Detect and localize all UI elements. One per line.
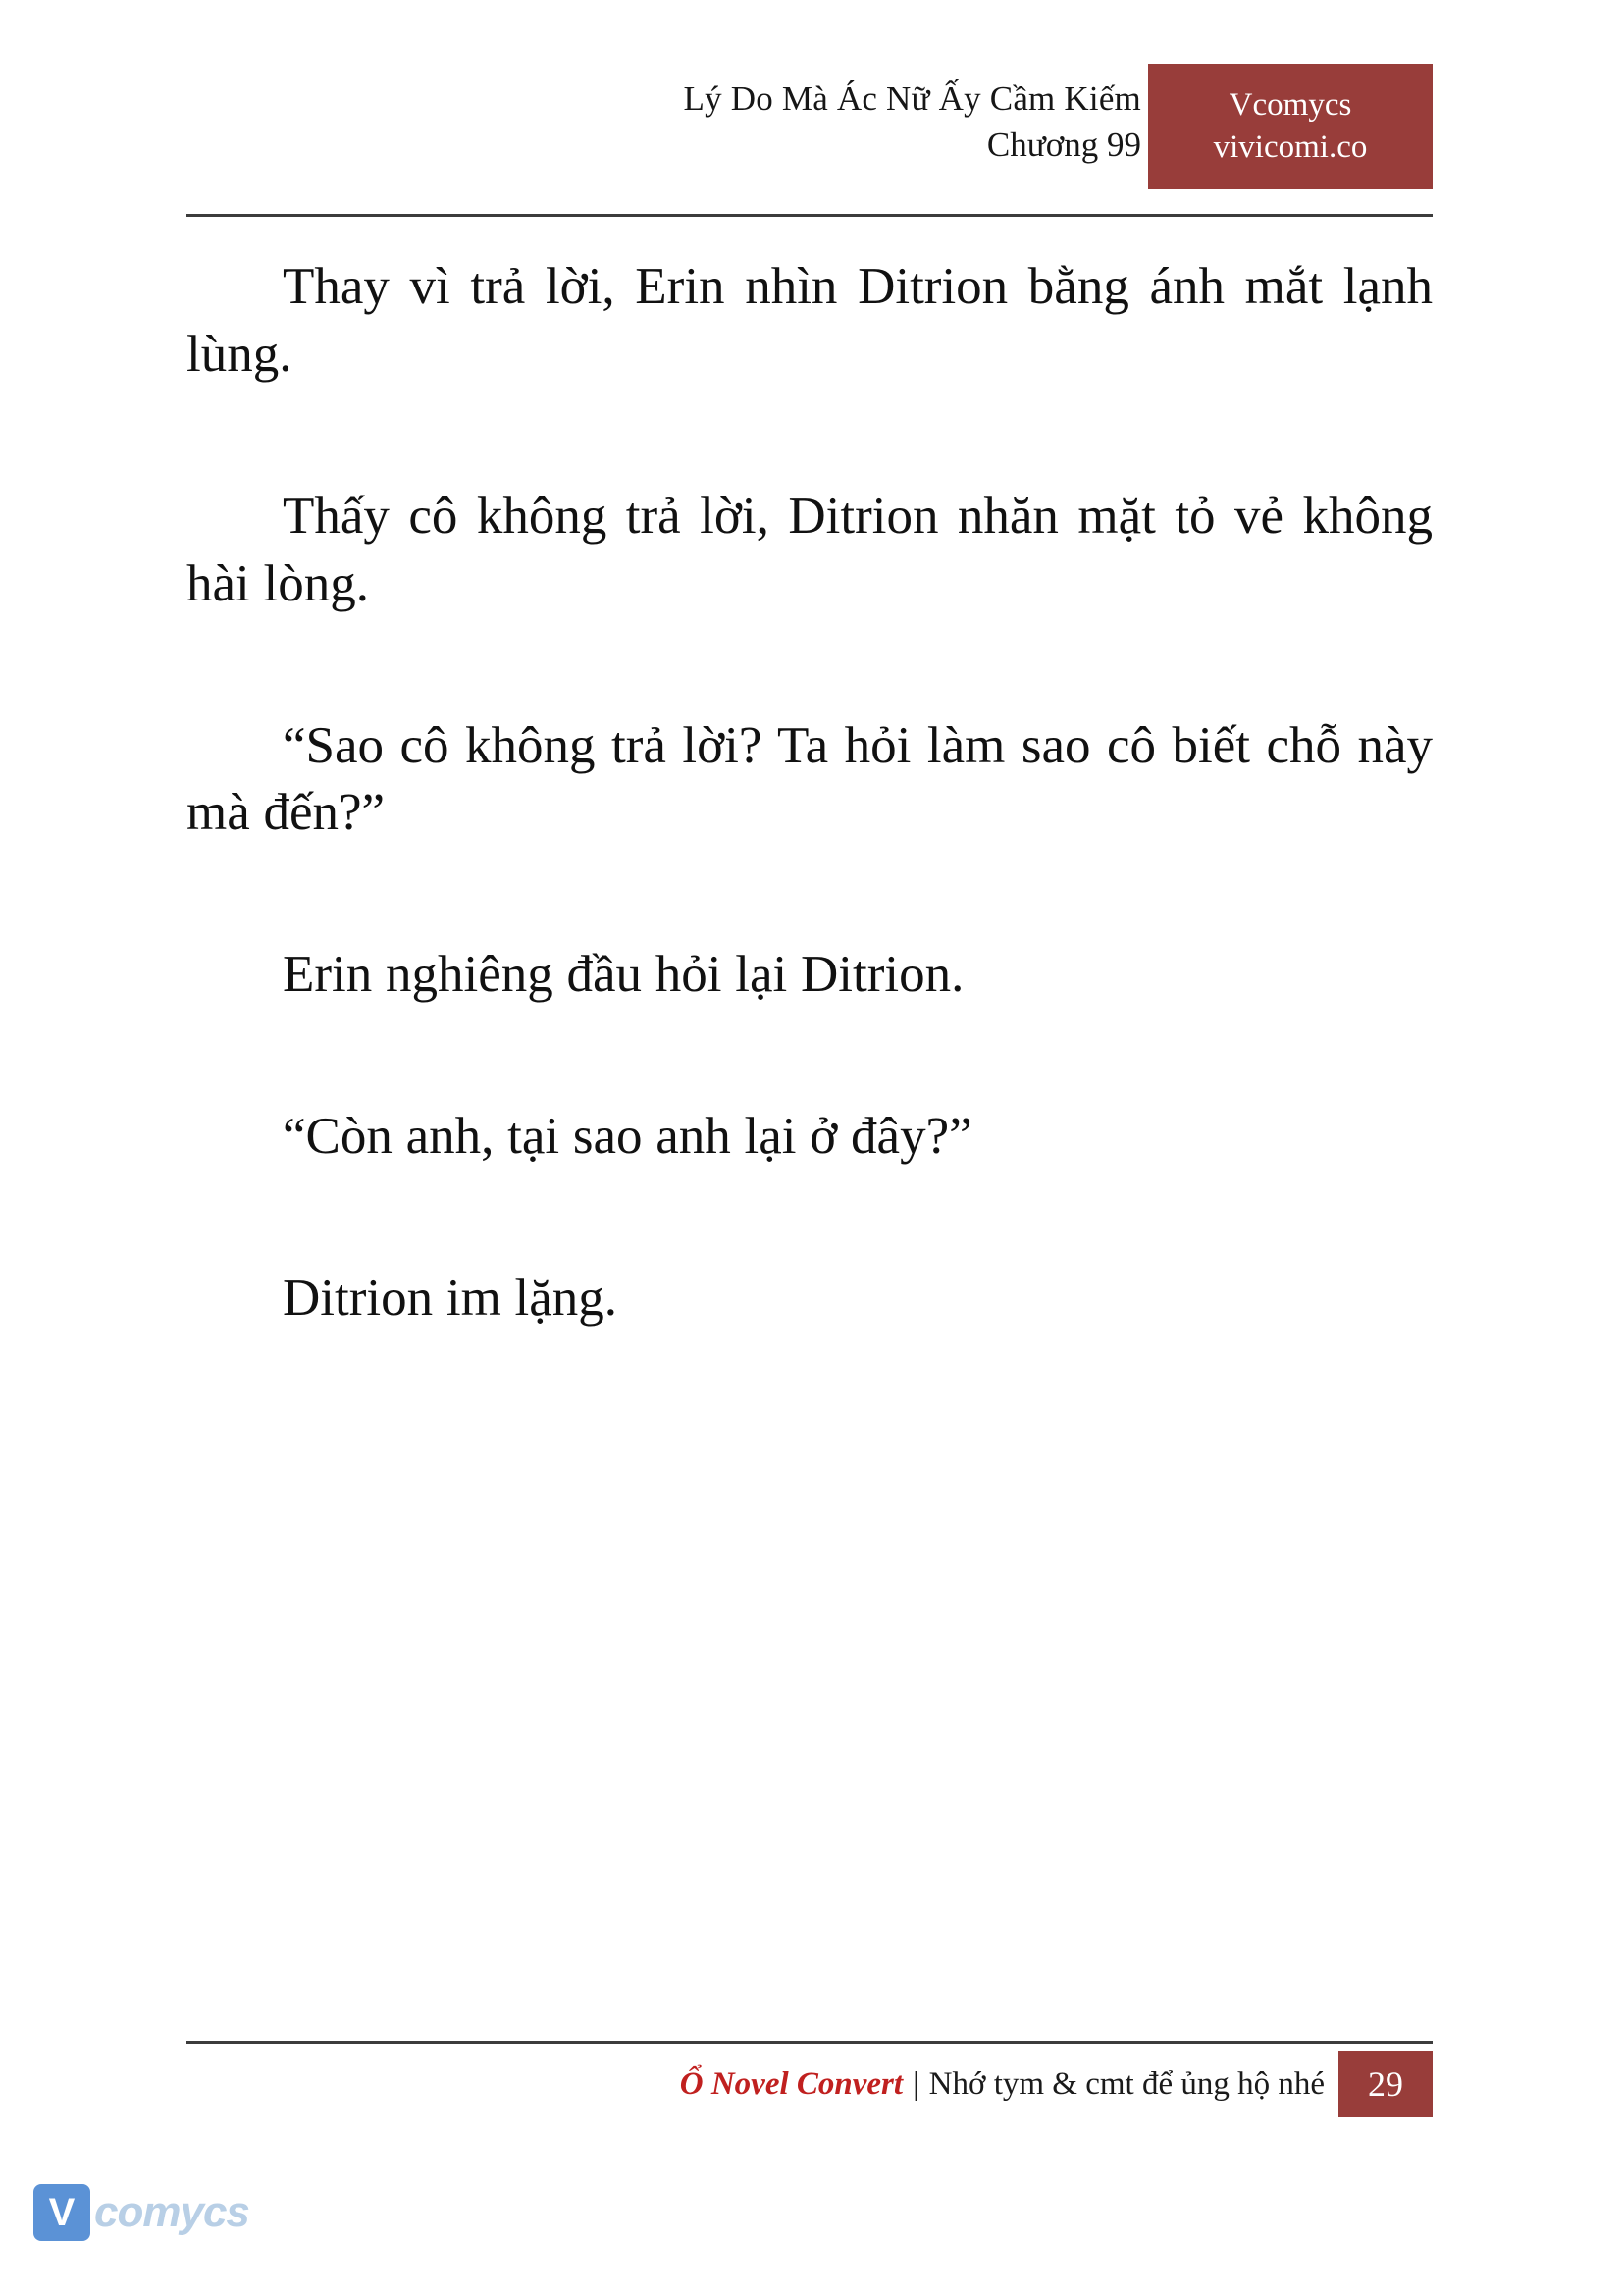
chapter-label: Chương 99	[986, 125, 1141, 164]
novel-title: Lý Do Mà Ác Nữ Ấy Cầm Kiếm	[683, 79, 1141, 118]
header-title-block	[684, 78, 1141, 166]
watermark-v-icon: V	[33, 2184, 90, 2241]
page-content	[186, 253, 1433, 1332]
page-header	[186, 78, 1433, 216]
footer-brand: Ổ Novel Convert	[679, 2065, 904, 2102]
header-divider	[186, 214, 1433, 217]
footer-divider	[186, 2041, 1433, 2044]
paragraph: Ditrion im lặng.	[283, 1270, 618, 1328]
site-badge	[1148, 64, 1433, 189]
page-footer	[186, 2051, 1433, 2119]
site-badge-url: vivicomi.co	[1213, 130, 1368, 165]
paragraph: Erin nghiêng đầu hỏi lại Ditrion.	[283, 946, 965, 1004]
paragraph: “Sao cô không trả lời? Ta hỏi làm sao cô biết chỗ này mà đến?”	[186, 716, 1433, 842]
paragraph: “Còn anh, tại sao anh lại ở đây?”	[283, 1108, 972, 1166]
vcomycs-watermark-logo	[33, 2173, 259, 2252]
footer-note: Nhớ tym & cmt để ủng hộ nhé	[928, 2065, 1325, 2102]
footer-inner	[680, 2051, 1433, 2117]
footer-separator: |	[913, 2065, 919, 2102]
paragraph: Thấy cô không trả lời, Ditrion nhăn mặt tỏ vẻ không hài lòng.	[186, 487, 1433, 612]
paragraph: Thay vì trả lời, Erin nhìn Ditrion bằng ánh mắt lạnh lùng.	[186, 258, 1433, 383]
page-number-badge: 29	[1338, 2051, 1433, 2117]
footer-credit	[680, 2051, 1338, 2117]
watermark-text: comycs	[94, 2188, 249, 2236]
site-badge-brand: Vcomycs	[1229, 87, 1352, 124]
